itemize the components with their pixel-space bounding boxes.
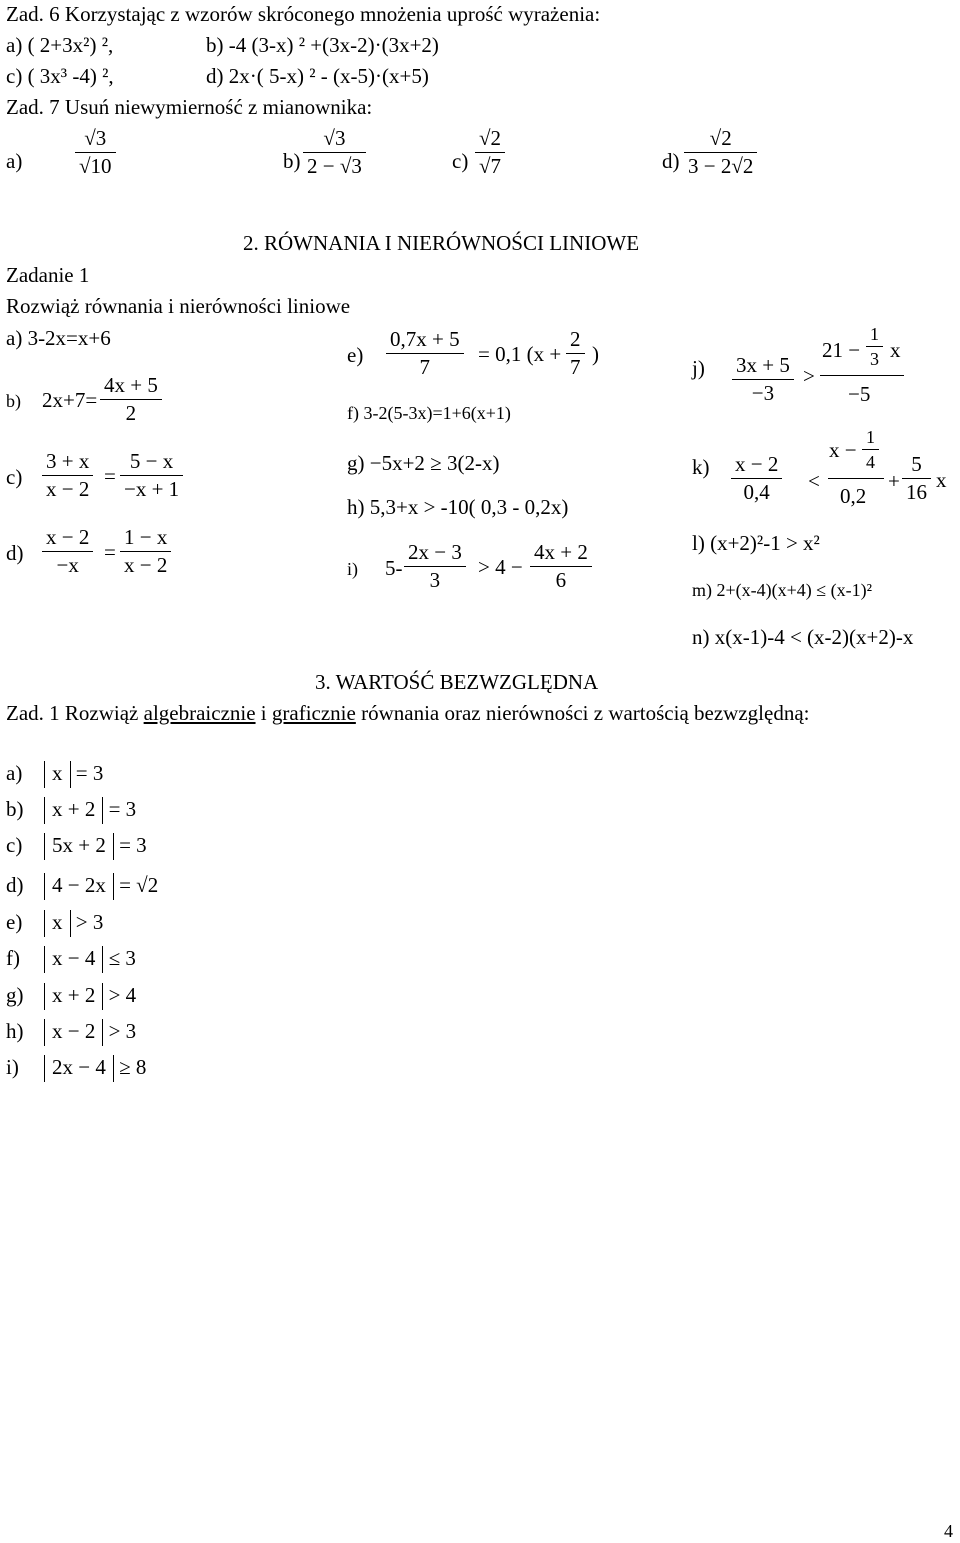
section3-underlined-algebraic: algebraicznie [143, 701, 256, 725]
eq-c-numerator-right: 5 − x [120, 451, 183, 476]
eq-j-inner-denominator: 3 [870, 349, 879, 369]
zad7-header: Zad. 7 Usuń niewymierność z mianownika: [6, 95, 373, 119]
eq-b-fraction [100, 375, 162, 424]
eq-e-numerator-2: 2 [566, 329, 585, 354]
zad7-c-fraction [475, 128, 505, 177]
abs-item-label: h) [6, 1019, 24, 1043]
zad7-d-fraction [684, 128, 757, 177]
eq-d-denominator-right: x − 2 [124, 553, 168, 577]
eq-k-denominator-mid: 0,2 [840, 484, 867, 508]
eq-k-x: x [936, 468, 947, 492]
eq-k-denominator-right: 16 [906, 480, 927, 504]
eq-j-numerator-left: 3x + 5 [732, 355, 794, 380]
zad7-a-numerator: √3 [75, 128, 116, 153]
abs-item [6, 946, 136, 973]
eq-c-numerator-left: 3 + x [42, 451, 93, 476]
eq-i-greater: > 4 − [478, 555, 523, 579]
abs-item-inner: x [44, 761, 71, 788]
zad6-header: Zad. 6 Korzystając z wzorów skróconego mnożenia uprość wyrażenia: [6, 2, 601, 26]
abs-item-rest: > 3 [108, 1019, 137, 1043]
eq-j-fraction-bar [820, 375, 904, 376]
abs-item [6, 1055, 146, 1082]
abs-item-rest: = √2 [119, 873, 159, 897]
section3-underlined-graphic: graficznie [271, 701, 356, 725]
abs-item-label: c) [6, 833, 23, 857]
eq-k-less: < [808, 469, 820, 493]
eq-e-denominator-2: 7 [570, 355, 581, 379]
zad6-c: c) ( 3x³ -4) ², [6, 64, 114, 88]
abs-item-label: a) [6, 761, 23, 785]
eq-i-numerator-2: 4x + 2 [530, 542, 592, 567]
eq-j-denominator-left: −3 [751, 381, 775, 405]
abs-item [6, 910, 103, 937]
eq-e-fraction-2 [566, 329, 585, 378]
eq-n: n) x(x-1)-4 < (x-2)(x+2)-x [692, 625, 914, 649]
eq-l: l) (x+2)²-1 > x² [692, 531, 820, 555]
eq-k-label: k) [692, 455, 710, 479]
eq-b-denominator: 2 [125, 401, 137, 425]
abs-item-inner: x [44, 910, 71, 937]
eq-k-numerator-left: x − 2 [731, 454, 782, 479]
eq-d-equals: = [104, 540, 116, 564]
eq-e-denominator: 7 [419, 355, 431, 379]
abs-item [6, 833, 147, 860]
eq-j-denominator-right: −5 [848, 382, 871, 406]
abs-item-inner: x − 4 [44, 946, 103, 973]
eq-j-inner-numerator: 1 [866, 325, 883, 347]
eq-e-numerator: 0,7x + 5 [386, 329, 464, 354]
eq-c-equals: = [104, 464, 116, 488]
eq-k-fraction-left [731, 454, 782, 503]
eq-k-inner-numerator: 1 [862, 428, 879, 450]
eq-k-fraction-bar [828, 478, 884, 479]
eq-i-denominator-2: 6 [555, 568, 567, 592]
abs-item [6, 797, 136, 824]
eq-d-numerator-left: x − 2 [42, 527, 93, 552]
eq-j-num-a: 21 − [822, 338, 861, 362]
abs-item [6, 873, 158, 900]
zad7-a-denominator: √10 [79, 154, 112, 178]
eq-k-num-a: x − [829, 438, 857, 462]
abs-item-inner: x + 2 [44, 983, 103, 1010]
eq-b-label: b) [6, 391, 21, 411]
eq-e-label: e) [347, 343, 364, 367]
section2-task: Zadanie 1 [6, 263, 90, 287]
abs-item-inner: 2x − 4 [44, 1055, 114, 1082]
eq-c-denominator-right: −x + 1 [124, 477, 180, 501]
abs-item-inner: 4 − 2x [44, 873, 114, 900]
eq-j-num-x: x [890, 338, 901, 362]
eq-j-label: j) [692, 356, 705, 380]
eq-j-greater: > [803, 364, 815, 388]
zad6-b: b) -4 (3-x) ² +(3x-2)·(3x+2) [206, 33, 439, 57]
abs-item-label: i) [6, 1055, 19, 1079]
abs-item [6, 1019, 136, 1046]
zad6-a: a) ( 2+3x²) ², [6, 33, 114, 57]
eq-d-denominator-left: −x [56, 553, 79, 577]
zad7-b-label: b) [283, 149, 301, 173]
eq-j-inner-fraction [866, 325, 883, 368]
eq-k-inner-denominator: 4 [866, 452, 875, 472]
eq-d-fraction-left [42, 527, 93, 576]
eq-d-numerator-right: 1 − x [120, 527, 171, 552]
eq-k-numerator-right: 5 [902, 454, 931, 479]
abs-item-rest: = 3 [75, 761, 104, 785]
eq-c-fraction-left [42, 451, 93, 500]
zad7-b-numerator: √3 [303, 128, 366, 153]
abs-item-rest: > 3 [75, 910, 104, 934]
eq-f: f) 3-2(5-3x)=1+6(x+1) [347, 403, 511, 423]
eq-k-plus: + [888, 469, 900, 493]
abs-item-label: g) [6, 983, 24, 1007]
section3-instruction [6, 703, 809, 724]
eq-c-fraction-right [120, 451, 183, 500]
eq-e-middle: = 0,1 (x + [478, 342, 562, 366]
eq-d-fraction-right [120, 527, 171, 576]
eq-e-fraction [386, 329, 464, 378]
abs-item-rest: = 3 [108, 797, 137, 821]
eq-b-numerator: 4x + 5 [100, 375, 162, 400]
abs-item-label: b) [6, 797, 24, 821]
abs-item-rest: ≤ 3 [108, 946, 136, 970]
abs-item-inner: 5x + 2 [44, 833, 114, 860]
zad7-b-denominator: 2 − √3 [307, 154, 362, 178]
abs-item-label: d) [6, 873, 24, 897]
eq-e-end: ) [592, 342, 599, 366]
abs-item-label: f) [6, 946, 20, 970]
zad7-a-fraction [75, 128, 116, 177]
zad7-c-denominator: √7 [479, 154, 502, 178]
eq-m: m) 2+(x-4)(x+4) ≤ (x-1)² [692, 580, 873, 600]
abs-item [6, 983, 136, 1010]
eq-b-lhs: 2x+7= [42, 388, 98, 412]
section3-instruction-start: Zad. 1 Rozwiąż [6, 701, 144, 725]
section3-instruction-mid: i [255, 701, 272, 725]
abs-item-rest: ≥ 8 [119, 1055, 147, 1079]
eq-k-fraction-right [902, 454, 931, 503]
eq-h: h) 5,3+x > -10( 0,3 - 0,2x) [347, 495, 569, 519]
section2-instruction: Rozwiąż równania i nierówności liniowe [6, 294, 351, 318]
eq-i-fraction-1 [404, 542, 466, 591]
zad7-a-label: a) [6, 149, 23, 173]
eq-k-denominator-left: 0,4 [743, 480, 770, 504]
section3-instruction-end: równania oraz nierówności z wartością bezwzględną: [355, 701, 810, 725]
zad7-c-label: c) [452, 149, 469, 173]
zad7-d-denominator: 3 − 2√2 [688, 154, 754, 178]
section3-title: 3. WARTOŚĆ BEZWZGLĘDNA [315, 670, 599, 694]
eq-i-prefix: 5- [385, 556, 403, 580]
eq-g: g) −5x+2 ≥ 3(2-x) [347, 451, 500, 475]
eq-i-fraction-2 [530, 542, 592, 591]
eq-d-label: d) [6, 541, 24, 565]
abs-item-label: e) [6, 910, 23, 934]
section2-title: 2. RÓWNANIA I NIERÓWNOŚCI LINIOWE [243, 231, 640, 255]
zad7-c-numerator: √2 [475, 128, 505, 153]
eq-k-inner-fraction [862, 428, 879, 471]
abs-item [6, 761, 103, 788]
zad7-d-label: d) [662, 149, 680, 173]
abs-item-rest: = 3 [119, 833, 147, 857]
abs-item-rest: > 4 [108, 983, 137, 1007]
eq-c-denominator-left: x − 2 [46, 477, 90, 501]
zad7-d-numerator: √2 [684, 128, 757, 153]
page-number: 4 [944, 1521, 953, 1541]
abs-item-inner: x + 2 [44, 797, 103, 824]
zad6-d: d) 2x·( 5-x) ² - (x-5)·(x+5) [206, 64, 429, 88]
abs-item-inner: x − 2 [44, 1019, 103, 1046]
zad7-b-fraction [303, 128, 366, 177]
eq-a: a) 3-2x=x+6 [6, 326, 111, 350]
eq-i-numerator-1: 2x − 3 [404, 542, 466, 567]
eq-i-denominator-1: 3 [429, 568, 441, 592]
eq-j-fraction-left [732, 355, 794, 404]
eq-i-label: i) [347, 559, 358, 579]
eq-c-label: c) [6, 465, 23, 489]
